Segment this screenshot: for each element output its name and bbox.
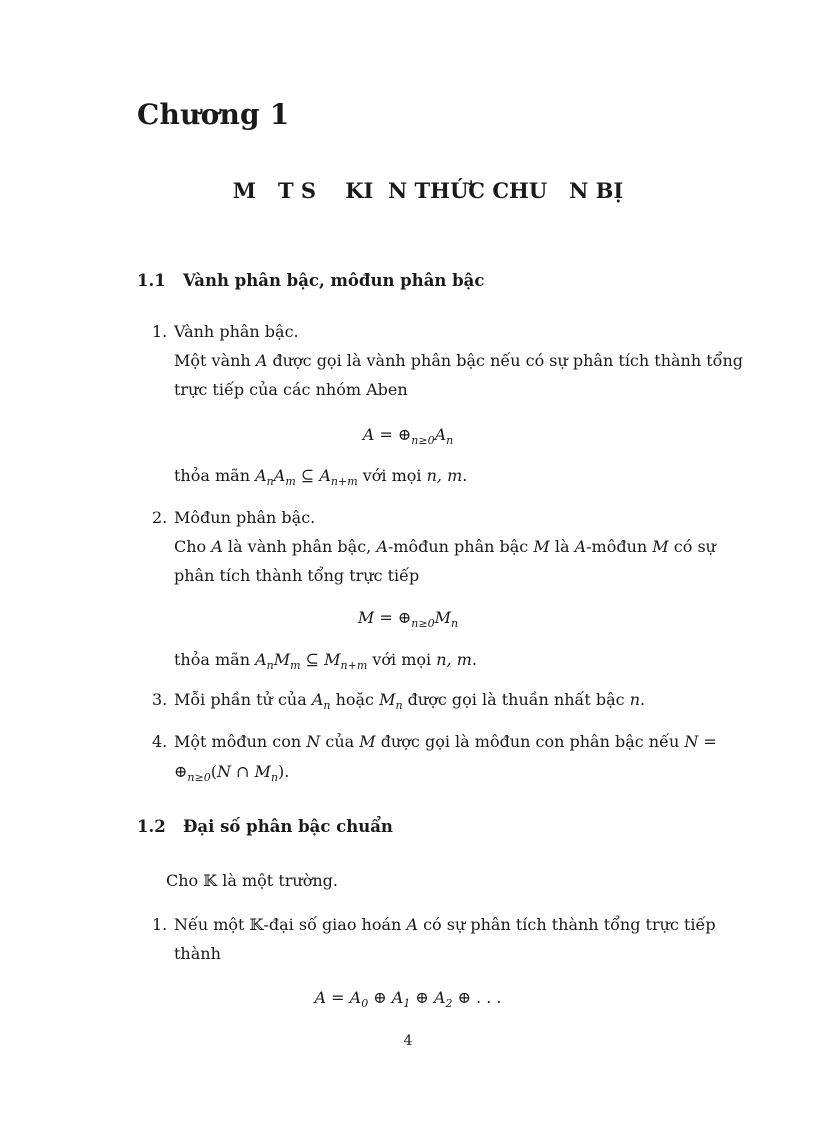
paragraph-line: thỏa mãn $A_nM_m$ ⊆ $M_{n+m}$ với mọi n, m. xyxy=(174,650,477,673)
paragraph-line: phân tích thành tổng trực tiếp xyxy=(174,566,420,585)
paragraph-line: thỏa mãn $A_nA_m$ ⊆ $A_{n+m}$ với mọi n, m. xyxy=(174,466,468,489)
paragraph-line: trực tiếp của các nhóm Aben xyxy=(174,380,408,399)
item-heading: Vành phân bậc. xyxy=(174,322,299,341)
list-item-number: 2. xyxy=(152,508,168,527)
section-heading xyxy=(137,817,393,836)
paragraph-line: Nếu một 𝕂-đại số giao hoán A có sự phân tích thành tổng trực tiếp xyxy=(174,915,716,934)
list-item-number: 4. xyxy=(152,732,168,751)
chapter-title: M T S KI N THỨC CHU N BỊ xyxy=(232,178,624,203)
paragraph-line: Mỗi phần tử của $A_n$ hoặc $M_n$ được gọi là thuần nhất bậc n. xyxy=(174,690,646,713)
paragraph-line: thành xyxy=(174,944,221,963)
paragraph-line: Cho 𝕂 là một trường. xyxy=(166,871,338,890)
item-heading: Môđun phân bậc. xyxy=(174,508,316,527)
paragraph-line: $\oplus_{n\ge 0}(N$ ∩ $M_n$). xyxy=(174,762,290,785)
chapter-heading: Chương 1 xyxy=(137,98,290,131)
paragraph-line: Cho A là vành phân bậc, A-môđun phân bậc M là A-môđun M có sự xyxy=(174,537,716,556)
page-number: 4 xyxy=(403,1033,413,1049)
section-number: 1.2 xyxy=(137,817,166,836)
list-item-number: 3. xyxy=(152,690,168,709)
paragraph-line: Một vành A được gọi là vành phân bậc nếu có sự phân tích thành tổng xyxy=(174,351,744,370)
section-heading xyxy=(137,271,484,290)
list-item-number: 1. xyxy=(152,915,168,934)
list-item-number: 1. xyxy=(152,322,168,341)
paragraph-line: Một môđun con N của M được gọi là môđun con phân bậc nếu N = xyxy=(174,732,717,751)
section-number: 1.1 xyxy=(137,271,166,290)
section-title: Đại số phân bậc chuẩn xyxy=(183,817,393,836)
display-equation: $A = A_0$ ⊕ $A_1$ ⊕ $A_2$ ⊕ . . . xyxy=(314,988,502,1011)
section-title: Vành phân bậc, môđun phân bậc xyxy=(183,271,485,290)
display-equation: $A = \oplus_{n\ge 0}A_n$ xyxy=(362,425,454,448)
display-equation: $M = \oplus_{n\ge 0}M_n$ xyxy=(357,608,459,631)
